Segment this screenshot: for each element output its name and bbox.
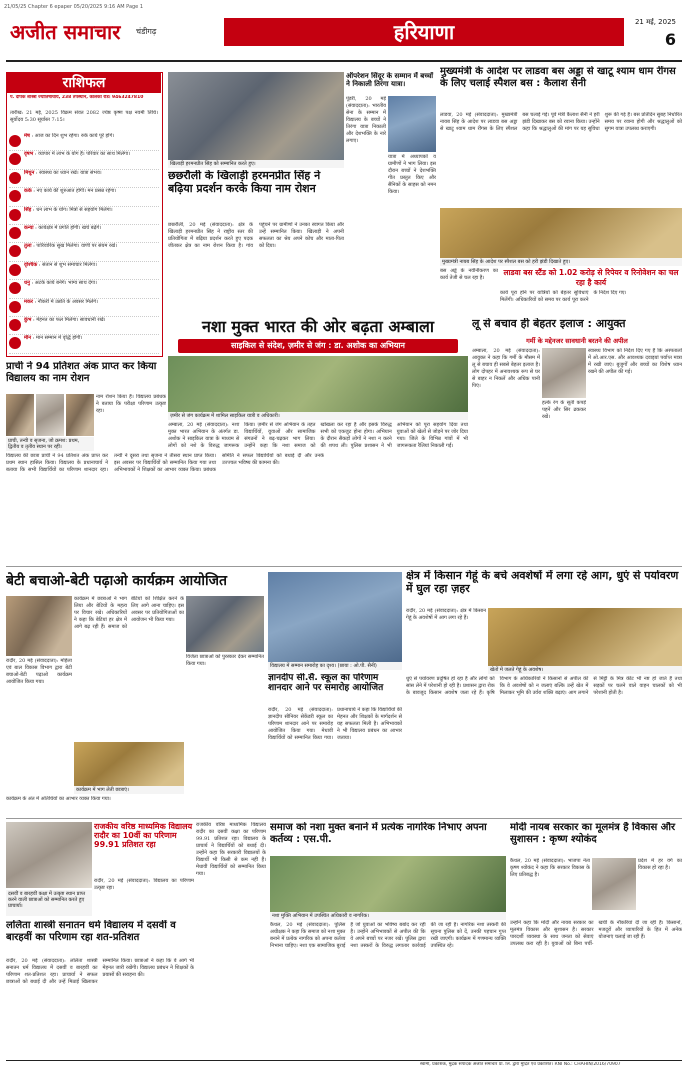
rashi-text: तुला : पारिवारिक सुख मिलेगा। वाणी पर संयम रखें। <box>24 243 118 250</box>
body-text: कार्य पूरा होने पर यात्रियों को बेहतर सुविधाएं मिलेंगी। अधिकारियों को समय पर कार्य पूरा करने के निर्देश दिए गए। <box>500 290 627 303</box>
prachi-caption: प्राची, तन्वी व सृजना, जो क्रमश: प्रथम, द्वितीय व तृतीय स्थान पर रहीं। <box>6 437 94 451</box>
rashi-forecast: अटके कार्य बनेंगे। भाग्य साथ देगा। <box>34 280 97 287</box>
gyandeep-body: रादौर, 20 मई (संवाददाता): ज्ञानदीप सीनियर सेकेंडरी स्कूल का परिणाम शानदार आने पर समारोह आयोजित किया गया। मेधावी विद्यार्थियों को सम्मानित किया गया। प्रधानाचार्य ने कहा कि विद्यार्थियों की मेहनत और शिक्षकों के मार्गदर्शन से यह सफलता मिली है। अभिभावकों ने भी विद्यालय प्रबंधन का आभार जताया। <box>268 707 402 741</box>
rashi-row <box>9 207 159 225</box>
body-text: विजेता छात्राओं को पुरस्कार देकर सम्मानित किया गया। <box>186 654 264 667</box>
lalita-headline: ललिता शास्त्री सनातन धर्म विद्यालय में दसवीं व बारहवीं का परिणाम रहा शत-प्रतिशत <box>6 920 176 943</box>
rashi-text: वृश्चिक : संतान से शुभ समाचार मिलेगा। <box>24 261 97 268</box>
zodiac-icon <box>9 172 21 184</box>
zodiac-icon <box>9 153 21 165</box>
rashi-name: धनु <box>24 280 30 287</box>
lu-headline: लू से बचाव ही बेहतर इलाज : आयुक्त <box>472 318 626 330</box>
kisan-caption: खेतों में जलते गेहूं के अवशेष। <box>488 666 682 674</box>
print-slug: 21/05/25 Chapter 6 epaper 05/20/2025 9:16 AM Page 1 <box>4 4 144 10</box>
rashi-name: मेष <box>24 133 30 139</box>
rashi-text: मकर : नौकरी में उन्नति के अवसर मिलेंगे। <box>24 298 98 305</box>
zodiac-icon <box>9 301 21 313</box>
rashi-forecast: मान सम्मान में वृद्धि होगी। <box>35 335 83 342</box>
body-text: कार्यक्रम में छात्राओं ने भाग लिया और बेटियों के महत्व पर विचार रखे। अधिकारियों ने कहा कि बेटियां हर क्षेत्र में आगे बढ़ रही हैं। समाज को बेटियों को शिक्षित करने के लिए आगे आना चाहिए। इस अवसर पर प्रतियोगिताओं का आयोजन भी किया गया। <box>74 596 184 630</box>
sports-photo <box>168 72 344 160</box>
prachi-headline: प्राची ने 94 प्रतिशत अंक प्राप्त कर किया विद्यालय का नाम रोशन <box>6 361 157 384</box>
gyandeep-headline: ज्ञानदीप सी.सै. स्कूल का परिणाम शानदार आने पर समारोह आयोजित <box>268 673 384 694</box>
rashi-row <box>9 280 159 298</box>
rashi-name: मिथुन <box>24 169 35 176</box>
cm-headline: मुख्यमंत्री के आदेश पर लाडवा बस अड्डा से खाटू श्याम धाम रींगस के लिए चलाई स्पैशल बस : कैलाश सैनी <box>440 66 676 89</box>
zodiac-icon <box>9 245 21 257</box>
beti-photo-bottom <box>74 742 184 786</box>
nasha-banner: साइकिल से संदेश, ज़मीर से जंग : डा. अशोक का अभियान <box>178 339 458 353</box>
rashi-forecast: नए कार्य की शुरुआत होगी। मन प्रसन्न रहेगा। <box>36 188 117 195</box>
beti-caption: कार्यक्रम में भाग लेती छात्राएं। <box>74 786 184 794</box>
harmanpreet-headline: छछरौली के खिलाड़ी हरमनप्रीत सिंह ने बढ़िया प्रदर्शन करके किया नाम रोशन <box>168 170 321 195</box>
body-text: रादौर, 20 मई (संवाददाता): क्षेत्र में किसान गेहूं के अवशेषों में आग लगा रहे हैं। <box>406 608 486 621</box>
beti-photo-small <box>6 596 72 656</box>
rashi-forecast: कार्यक्षेत्र में प्रगति होगी। खर्च बढ़ेंगे। <box>38 224 102 231</box>
body-text: कैथल, 20 मई (संवाददाता): भाजपा नेता कृष्ण श्योकंद ने कहा कि सरकार विकास के लिए प्रतिबद्ध है। <box>510 858 590 878</box>
zodiac-icon <box>9 209 21 221</box>
rashi-row <box>9 317 159 335</box>
rashi-forecast: नौकरी में उन्नति के अवसर मिलेंगे। <box>37 298 98 305</box>
body-text: कार्यक्रम के अंत में अतिथियों का आभार व्यक्त किया गया। <box>6 796 111 802</box>
zodiac-icon <box>9 190 21 202</box>
rashifal-title: राशिफल <box>7 73 161 93</box>
zodiac-icon <box>9 282 21 294</box>
rashi-text: मिथुन : स्वास्थ्य का ध्यान रखें। यात्रा संभव। <box>24 169 102 176</box>
gyandeep-caption: विद्यालय में सम्मान समारोह का दृश्य। (छाया : ओ.पी. सैनी) <box>268 662 402 670</box>
rashi-forecast: व्यापार में लाभ के योग हैं। परिवार का साथ मिलेगा। <box>38 151 131 158</box>
student-photo <box>6 394 34 436</box>
rashi-name: तुला <box>24 243 32 250</box>
rajkiya-body: राजकीय वरिष्ठ माध्यमिक विद्यालय रादौर का दसवीं कक्षा का परिणाम 99.91 प्रतिशत रहा। विद्यालय के प्राचार्य ने विद्यार्थियों को बधाई दी। उन्होंने कहा कि सरकारी विद्यालयों के विद्यार्थी भी किसी से कम नहीं हैं। मेधावी विद्यार्थियों को सम्मानित किया गया। <box>196 822 266 877</box>
rashi-text: वृषभ : व्यापार में लाभ के योग हैं। परिवार का साथ मिलेगा। <box>24 151 131 158</box>
student-photo <box>36 394 64 436</box>
rashifal-intro: तारीख: 21 मई, 2025 विक्रम संवत 2082 ज्येष्ठ कृष्ण पक्ष नवमी तिथि। सूर्योदय 5:30 सूर्यास्त 7:15। <box>10 110 158 123</box>
rashi-forecast: संतान से शुभ समाचार मिलेगा। <box>42 261 97 268</box>
rashifal-author: पं. दीपक शास्त्री ज्योतिषाचार्य, 238 तपस्थान, कालका रोड। 9463247810 <box>10 95 144 100</box>
rashifal-list <box>9 133 159 355</box>
cm-body: लाडवा, 20 मई (संवाददाता): मुख्यमंत्री नायब सिंह के आदेश पर लाडवा बस अड्डा से खाटू श्याम धाम रींगस के लिए स्पैशल बस चलाई गई। पूर्व मंत्री कैलाश सैनी ने हरी झंडी दिखाकर बस को रवाना किया। उन्होंने कहा कि श्रद्धालुओं की मांग पर यह सुविधा शुरू की गई है। बस प्रतिदिन सुबह निर्धारित समय पर रवाना होगी और श्रद्धालुओं को सुगम यात्रा उपलब्ध कराएगी। <box>440 112 682 132</box>
imprint: स्वामी, प्रकाशक, मुद्रक संपादक अजीत समाचार प्रा. लि. द्वारा मुद्रित एवं प्रकाशित। RNI No.: CHAHIN/2016/70907 <box>420 1062 621 1067</box>
tiranga-headline: ऑपरेशन सिंदूर के सम्मान में बच्चों ने निकाली तिरंगा यात्रा। <box>346 72 434 89</box>
rashi-forecast: मेहनत का फल मिलेगा। सावधानी रखें। <box>36 316 106 323</box>
cm-subhead: लाडवा बस स्टैंड को 1.02 करोड़ से रिपेयर व रिनोवेशन का चल रहा है कार्य <box>503 268 679 287</box>
samaj-headline: समाज को नशा मुक्त बनाने में प्रत्येक नागरिक निभाए अपना कर्तव्य : एस.पी. <box>270 822 487 845</box>
body-text: हल्के रंग के सूती कपड़े पहनें और सिर ढककर रखें। <box>542 400 586 420</box>
rashi-row <box>9 243 159 261</box>
rajkiya-headline: राजकीय वरिष्ठ माध्यमिक विद्यालय रादौर का 10वीं का परिणाम 99.91 प्रतिशत रहा <box>94 822 193 850</box>
modi-headline: मोदी नायब सरकार का मूलमंत्र है विकास और सुशासन : कृष्ण श्योकंद <box>510 822 676 845</box>
body-text: प्रदेश में हर वर्ग का विकास हो रहा है। <box>638 858 682 871</box>
rashi-row <box>9 262 159 280</box>
edition-city: चंडीगढ़ <box>136 27 157 36</box>
samaj-caption: नशा मुक्ति अभियान में उपस्थित अधिकारी व नागरिक। <box>270 912 506 920</box>
rashi-name: कर्क <box>24 188 32 195</box>
rashi-name: कुंभ <box>24 316 32 323</box>
section-banner: हरियाणा <box>224 18 624 46</box>
zodiac-icon <box>9 264 21 276</box>
rashi-row <box>9 335 159 353</box>
modi-body: उन्होंने कहा कि मोदी और नायब सरकार का मूलमंत्र विकास और सुशासन है। सरकार पारदर्शी व्यवस्था के साथ जनता को सेवाएं उपलब्ध करा रही है। युवाओं को बिना पर्ची-खर्ची के नौकरियां दी जा रही हैं। किसानों, मजदूरों और व्यापारियों के हित में अनेक योजनाएं चलाई जा रही हैं। <box>510 920 682 947</box>
rashi-row <box>9 133 159 151</box>
body-text: स्वास्थ्य विभाग को निर्देश दिए गए हैं कि अस्पतालों में ओ.आर.एस. और आवश्यक दवाइयां पर्याप्त मात्रा में रखी जाएं। बुजुर्गों और बच्चों का विशेष ध्यान रखने की अपील की गई। <box>588 348 682 375</box>
girl-photo <box>388 96 436 152</box>
rashi-text: सिंह : धन लाभ के योग। मित्रों से सहयोग मिलेगा। <box>24 206 113 213</box>
commissioner-photo <box>542 348 586 398</box>
nasha-headline: नशा मुक्त भारत की ओर बढ़ता अम्बाला <box>201 317 435 336</box>
nasha-caption: ज़मीर से जंग कार्यक्रम में शामिल साइकिल यात्री व अधिकारी। <box>168 412 468 420</box>
rashi-text: मेष : आज का दिन शुभ रहेगा। रुके कार्य पूरे होंगे। <box>24 133 115 139</box>
issue-date: 21 मई, 2025 <box>634 18 676 26</box>
kisan-headline: क्षेत्र में किसान गेहूं के बचे अवशेषों में लगा रहे आग, धुएं से पर्यावरण में घुल रहा ज़हर <box>406 570 679 595</box>
samaj-photo <box>270 856 506 912</box>
rashi-forecast: आज का दिन शुभ रहेगा। रुके कार्य पूरे होंगे। <box>34 133 115 139</box>
rashi-name: मीन <box>24 335 32 342</box>
paper-name: अजीत समाचार <box>10 20 121 44</box>
gyandeep-photo <box>268 572 402 662</box>
body-text: रादौर, 20 मई (संवाददाता): महिला एवं बाल विकास विभाग द्वारा बेटी बचाओ-बेटी पढ़ाओ कार्यक्रम आयोजित किया गया। <box>6 658 72 685</box>
lu-subhead: गर्मी के मद्देनजर सावधानी बरतने की अपील <box>526 337 628 345</box>
beti-photo-right <box>186 596 264 652</box>
body-text: रादौर, 20 मई (संवाददाता): विद्यालय का परिणाम उत्कृष्ट रहा। <box>94 878 194 891</box>
kisan-body: धुएं से पर्यावरण प्रदूषित हो रहा है और लोगों को सांस लेने में परेशानी हो रही है। प्रशासन द्वारा रोक के बावजूद किसान अवशेष जला रहे हैं। कृषि विभाग के अधिकारियों ने किसानों से अपील की कि वे अवशेषों को न जलाएं बल्कि उन्हें खेत में मिलाकर भूमि की उर्वरा शक्ति बढ़ाएं। आग लगाने से मिट्टी के मित्र कीट भी नष्ट हो जाते हैं तथा सड़कों पर चलने वाले वाहन चालकों को भी परेशानी होती है। <box>406 676 682 696</box>
body-text: बस अड्डे के नवीनीकरण का कार्य तेजी से चल रहा है। <box>440 268 498 281</box>
rashi-row <box>9 299 159 317</box>
zodiac-icon <box>9 337 21 349</box>
rashi-row <box>9 188 159 206</box>
beti-headline: बेटी बचाओ-बेटी पढ़ाओ कार्यक्रम आयोजित <box>6 573 227 589</box>
rashi-row <box>9 170 159 188</box>
field-fire-photo <box>488 608 682 666</box>
body-text: नाम रोशन किया है। विद्यालय प्रबंधक ने बताया कि परीक्षा परिणाम उत्कृष्ट रहा। <box>96 394 166 414</box>
zodiac-icon <box>9 227 21 239</box>
rashi-text: धनु : अटके कार्य बनेंगे। भाग्य साथ देगा। <box>24 280 97 287</box>
rashi-text: कर्क : नए कार्य की शुरुआत होगी। मन प्रसन्न रहेगा। <box>24 188 117 195</box>
cm-caption: मुख्यमंत्री नायब सिंह के आदेश पर स्पैशल बस को हरी झंडी दिखाते हुए। <box>440 258 682 266</box>
rashi-row <box>9 225 159 243</box>
rashifal-box <box>6 72 163 357</box>
lalita-caption: दसवीं व बारहवीं कक्षा में उत्कृष्ट स्थान प्राप्त करने वाली छात्राओं को सम्मानित करते हुए प्राचार्या। <box>6 890 92 916</box>
lalita-photo <box>6 822 92 888</box>
prachi-photos <box>6 394 94 436</box>
page-number: 6 <box>664 30 676 49</box>
zodiac-icon <box>9 319 21 331</box>
zodiac-icon <box>9 135 21 147</box>
rashi-forecast: पारिवारिक सुख मिलेगा। वाणी पर संयम रखें। <box>36 243 118 250</box>
prachi-body: विद्यालय की छात्रा प्राची ने 94 प्रतिशत अंक प्राप्त कर प्रथम स्थान हासिल किया। विद्यालय के प्रधानाचार्य ने बताया कि सभी विद्यार्थियों का परिणाम शानदार रहा। तन्वी ने दूसरा तथा सृजना ने तीसरा स्थान प्राप्त किया। इस अवसर पर विद्यार्थियों को सम्मानित किया गया तथा अभिभावकों ने शिक्षकों का आभार व्यक्त किया। प्रबंधक समिति ने सफल विद्यार्थियों को बधाई दी और उनके उज्ज्वल भविष्य की कामना की। <box>6 453 324 473</box>
rashi-name: कन्या <box>24 224 34 231</box>
masthead <box>6 14 682 62</box>
leader-photo <box>592 858 636 910</box>
body-text: पूंडरी, 20 मई (संवाददाता): भारतीय सेना के सम्मान में विद्यालय के बच्चों ने तिरंगा यात्रा निकाली और देशभक्ति के नारे लगाए। <box>346 96 386 144</box>
body-text: यात्रा में अध्यापकों व ग्रामीणों ने भाग लिया। इस दौरान बच्चों ने देशभक्ति गीत प्रस्तुत किए और सैनिकों के साहस को नमन किया। <box>388 154 436 195</box>
rashi-forecast: धन लाभ के योग। मित्रों से सहयोग मिलेगा। <box>36 206 113 213</box>
rashi-name: वृश्चिक <box>24 261 38 268</box>
rashi-name: वृषभ <box>24 151 34 158</box>
student-photo <box>66 394 94 436</box>
rashi-row <box>9 151 159 169</box>
lalita-body: रादौर, 20 मई (संवाददाता): ललिता शास्त्री सनातन धर्म विद्यालय में दसवीं व बारहवीं का परिणाम शत-प्रतिशत रहा। प्राचार्या ने सफल छात्राओं को बधाई दी और उन्हें मिठाई खिलाकर सम्मानित किया। छात्राओं ने कहा कि वे आगे भी मेहनत जारी रखेंगी। विद्यालय प्रबंधन ने शिक्षकों के प्रयासों की सराहना की। <box>6 958 194 985</box>
rashi-text: कन्या : कार्यक्षेत्र में प्रगति होगी। खर्च बढ़ेंगे। <box>24 224 102 231</box>
harmanpreet-body: छछरौली, 20 मई (संवाददाता): क्षेत्र के खिलाड़ी हरमनप्रीत सिंह ने राष्ट्रीय स्तर की प्रतियोगिता में बढ़िया प्रदर्शन करते हुए पदक जीतकर क्षेत्र का नाम रोशन किया है। गांव पहुंचने पर ग्रामीणों ने उनका स्वागत किया और उन्हें सम्मानित किया। खिलाड़ी ने अपनी सफलता का श्रेय अपने कोच और माता-पिता को दिया। <box>168 222 344 249</box>
rally-photo <box>168 356 468 412</box>
body-text: अम्बाला, 20 मई (संवाददाता): आयुक्त ने कहा कि गर्मी के मौसम में लू से बचाव ही सबसे बेहतर इलाज है। लोग दोपहर में अनावश्यक रूप से घर से बाहर न निकलें और अधिक पानी पिएं। <box>472 348 540 389</box>
bus-photo <box>440 208 682 258</box>
rashi-name: मकर <box>24 298 33 305</box>
harmanpreet-caption: खिलाड़ी हरमनप्रीत सिंह को सम्मानित करते हुए। <box>168 160 344 168</box>
rashi-text: कुंभ : मेहनत का फल मिलेगा। सावधानी रखें। <box>24 316 106 323</box>
rashi-name: सिंह <box>24 206 32 213</box>
rashi-forecast: स्वास्थ्य का ध्यान रखें। यात्रा संभव। <box>39 169 102 176</box>
rashi-text: मीन : मान सम्मान में वृद्धि होगी। <box>24 335 83 342</box>
samaj-body: कैथल, 20 मई (संवाददाता): पुलिस अधीक्षक ने कहा कि समाज को नशा मुक्त बनाने में प्रत्येक नागरिक को अपना कर्तव्य निभाना चाहिए। नशा एक सामाजिक बुराई है जो युवाओं का भविष्य बर्बाद कर रही है। उन्होंने अभिभावकों से अपील की कि वे अपने बच्चों पर नजर रखें। पुलिस द्वारा नशा तस्करों के विरुद्ध लगातार कार्रवाई की जा रही है। नागरिक नशा तस्करी की सूचना पुलिस को दें, उनकी पहचान गुप्त रखी जाएगी। कार्यक्रम में गणमान्य व्यक्ति उपस्थित रहे। <box>270 922 506 949</box>
nasha-body: अम्बाला, 20 मई (संवाददाता): नशा मुक्त भारत अभियान के अंतर्गत डा. अशोक ने साइकिल यात्रा के माध्यम से लोगों को नशे के विरुद्ध जागरूक किया। ज़मीर से जंग अभियान के तहत विद्यार्थियों, युवाओं और सामाजिक संगठनों ने बढ़-चढ़कर भाग लिया। उन्होंने कहा कि नशा समाज को खोखला कर रहा है और इसके विरुद्ध सभी को एकजुट होना होगा। अभियान के दौरान सैकड़ों लोगों ने नशा न करने की शपथ ली। पुलिस प्रशासन ने भी अभियान को पूरा सहयोग दिया तथा युवाओं को खेलों से जोड़ने पर जोर दिया गया। जिले के विभिन्न गांवों में भी जागरूकता रैलियां निकाली गईं। <box>168 422 468 449</box>
